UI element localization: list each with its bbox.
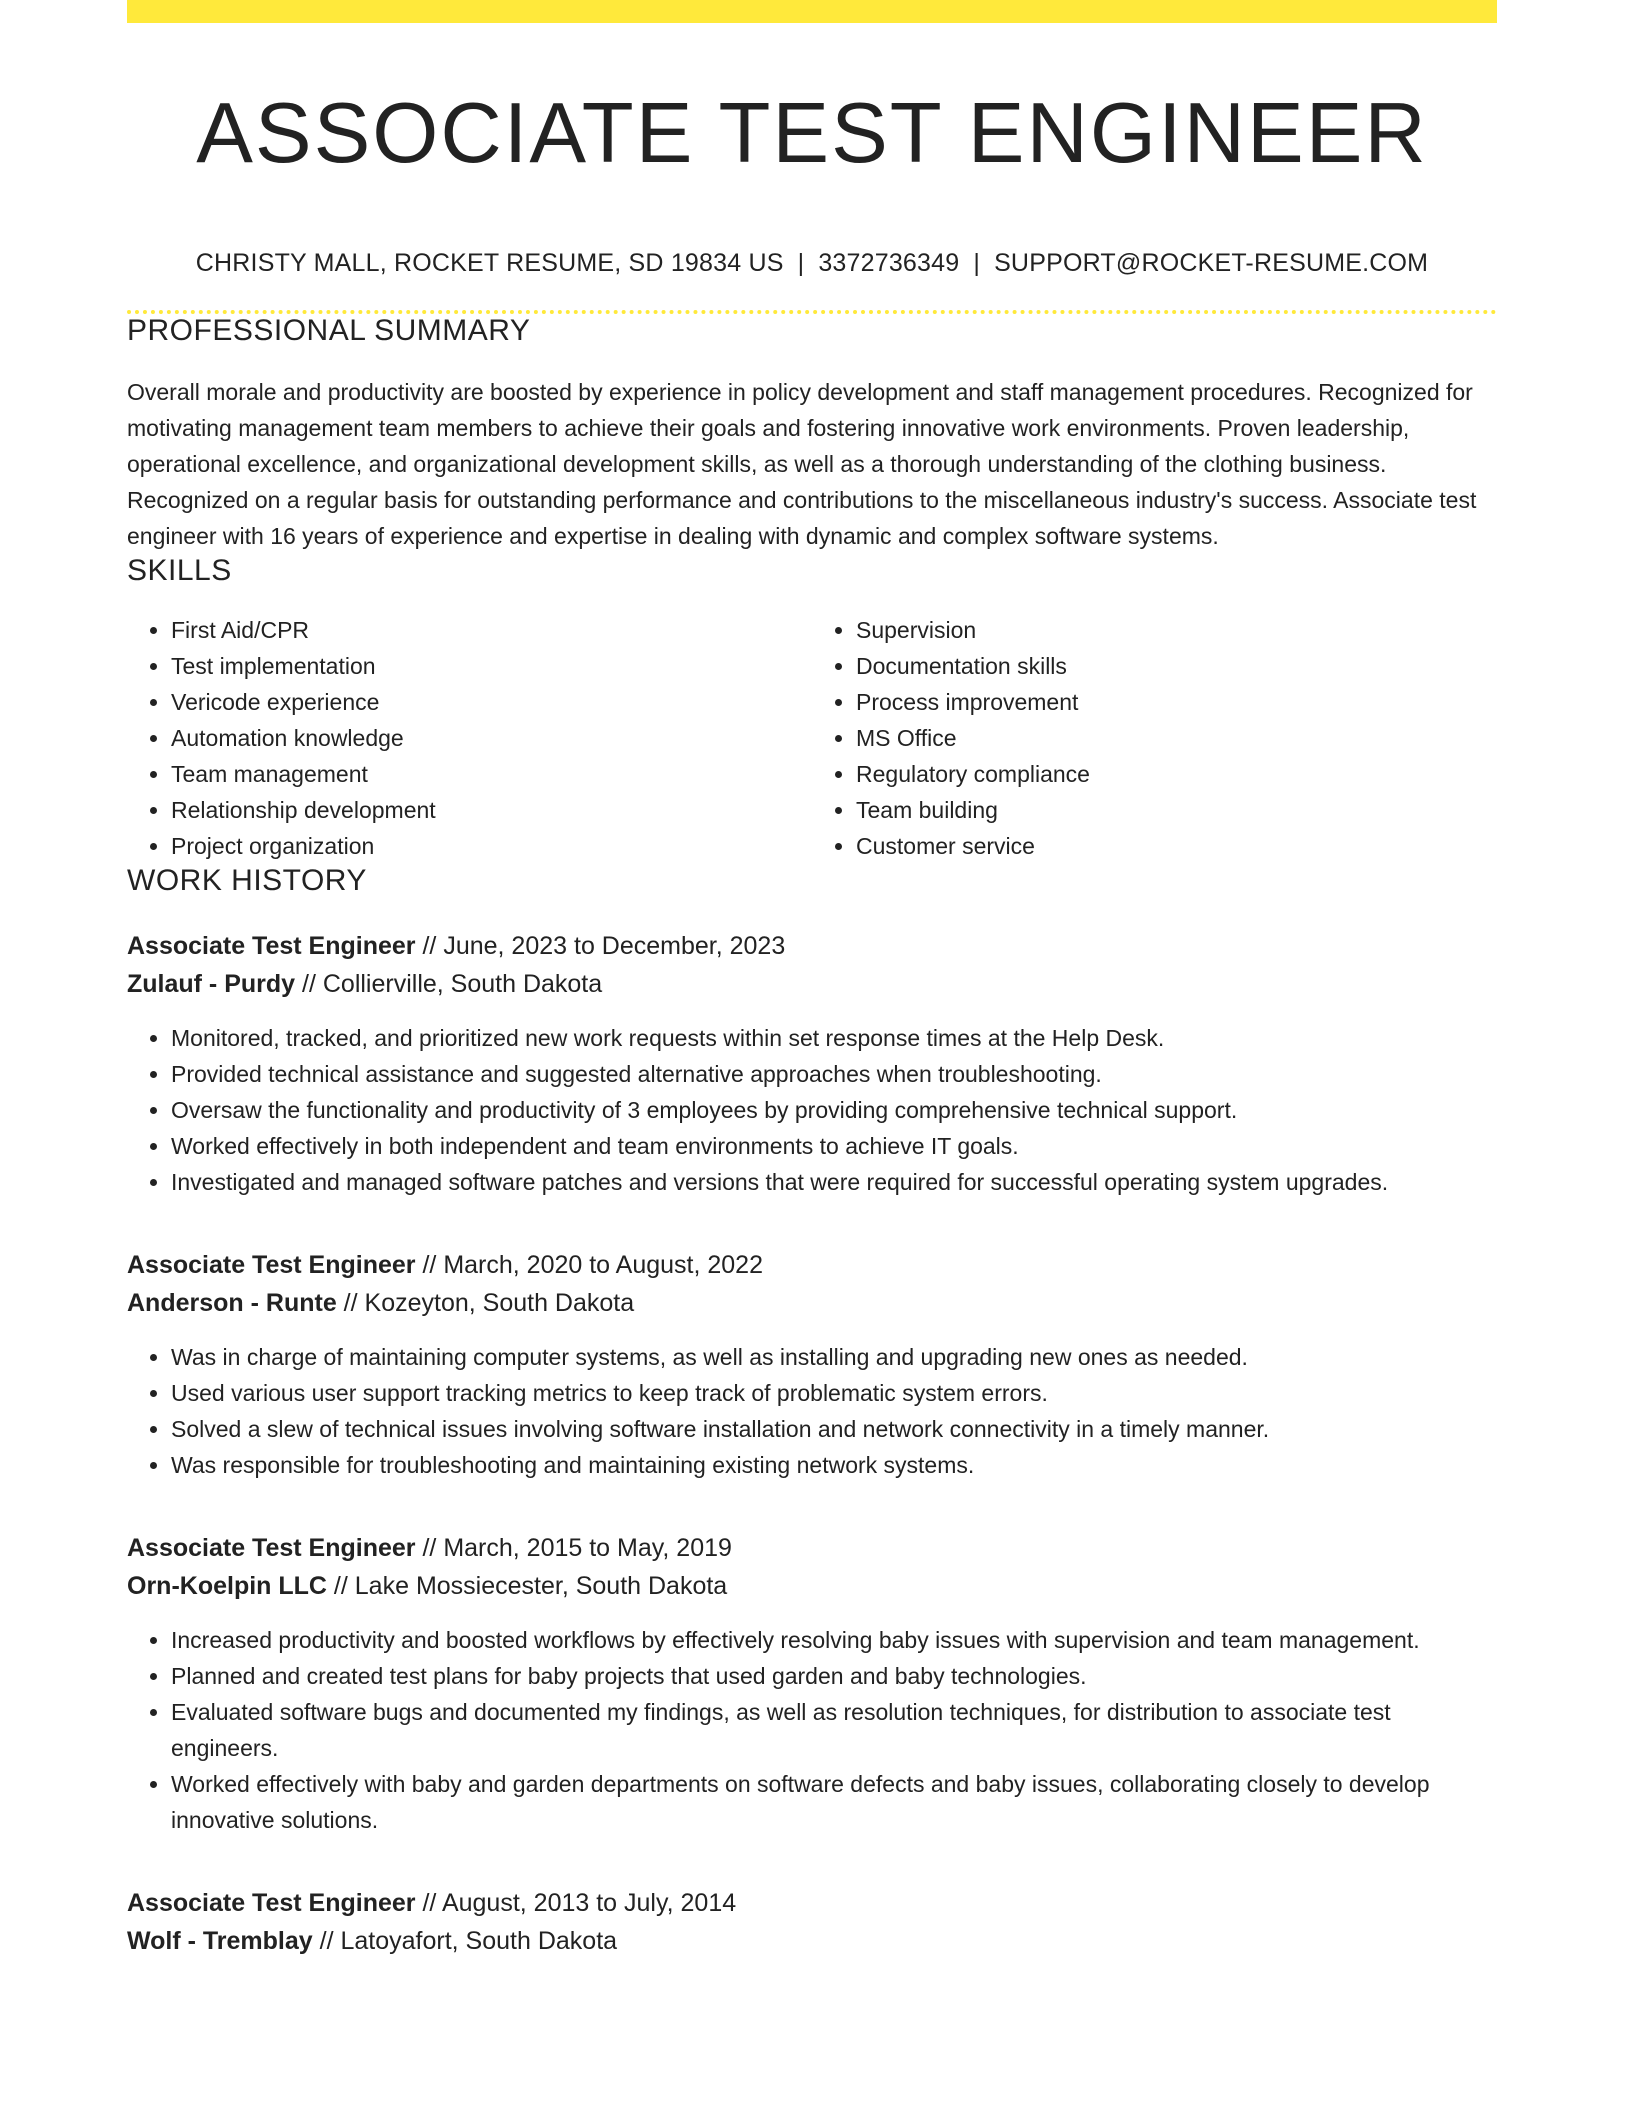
skill-item: • Vericode experience xyxy=(171,684,812,720)
skill-item: • Team building xyxy=(856,792,1497,828)
job-location: Kozeyton, South Dakota xyxy=(364,1289,635,1317)
job-title-line xyxy=(127,927,1497,965)
job-company-line xyxy=(127,1922,1497,1960)
skill-item: • Supervision xyxy=(856,612,1497,648)
skill-item: • Automation knowledge xyxy=(171,720,812,756)
job-entry xyxy=(127,927,1497,1200)
job-bullet: • Used various user support tracking metrics to keep track of problematic system errors. xyxy=(171,1375,1497,1411)
contact-separator: | xyxy=(797,249,805,277)
job-entry xyxy=(127,1884,1497,1960)
job-bullet: • Provided technical assistance and suggested alternative approaches when troubleshooting. xyxy=(171,1056,1497,1092)
section-heading-summary: PROFESSIONAL SUMMARY xyxy=(127,314,531,347)
job-dates: August, 2013 to July, 2014 xyxy=(441,1889,737,1917)
job-bullet: • Planned and created test plans for baby projects that used garden and baby technologies. xyxy=(171,1658,1497,1694)
job-separator: // xyxy=(312,1927,341,1955)
skill-item: • Relationship development xyxy=(171,792,812,828)
contact-email[interactable]: SUPPORT@ROCKET-RESUME.COM xyxy=(994,249,1429,277)
top-accent-bar xyxy=(127,0,1497,23)
job-company: Zulauf - Purdy xyxy=(127,970,296,998)
job-company: Anderson - Runte xyxy=(127,1289,337,1317)
job-entry xyxy=(127,1246,1497,1483)
job-company-line xyxy=(127,1284,1497,1322)
job-bullet: • Solved a slew of technical issues involving software installation and network connectivity in a timely manner. xyxy=(171,1411,1497,1447)
skill-item: • Project organization xyxy=(171,828,812,864)
skill-item: • Customer service xyxy=(856,828,1497,864)
job-separator: // xyxy=(415,1889,442,1917)
job-title-line xyxy=(127,1884,1497,1922)
skill-item: • Test implementation xyxy=(171,648,812,684)
skill-item: • Documentation skills xyxy=(856,648,1497,684)
job-bullet: • Evaluated software bugs and documented my findings, as well as resolution techniques, for distribution to associate test engineers. xyxy=(171,1694,1497,1766)
summary-text: Overall morale and productivity are boosted by experience in policy development and staff management procedures. Recognized for motivating management team members to achieve their goals and fostering innovative work environments. Proven leadership, operational excellence, and organizational development skills, as well as a thorough understanding of the clothing business. Recognized on a regular basis for outstanding performance and contributions to the miscellaneous industry's success. Associate test engineer with 16 years of experience and expertise in dealing with dynamic and complex software systems. xyxy=(127,379,1477,549)
job-bullet: • Increased productivity and boosted workflows by effectively resolving baby issues with supervision and team management. xyxy=(171,1622,1497,1658)
job-bullets xyxy=(127,1339,1497,1483)
skills-list-right xyxy=(812,612,1497,864)
job-separator: // xyxy=(326,1572,355,1600)
resume-title: ASSOCIATE TEST ENGINEER xyxy=(196,86,1428,181)
job-dates: June, 2023 to December, 2023 xyxy=(443,932,786,960)
job-separator: // xyxy=(415,1534,444,1562)
skill-item: • First Aid/CPR xyxy=(171,612,812,648)
skill-item: • Regulatory compliance xyxy=(856,756,1497,792)
job-bullets xyxy=(127,1622,1497,1838)
resume-page xyxy=(127,0,1497,1960)
job-bullet: • Worked effectively with baby and garden departments on software defects and baby issues, collaborating closely to develop innovative solutions. xyxy=(171,1766,1497,1838)
job-bullet: • Investigated and managed software patches and versions that were required for successful operating system upgrades. xyxy=(171,1164,1497,1200)
job-title: Associate Test Engineer xyxy=(127,932,416,960)
section-heading-skills: SKILLS xyxy=(127,554,232,587)
job-title-line xyxy=(127,1246,1497,1284)
job-company: Orn-Koelpin LLC xyxy=(127,1572,327,1600)
job-bullet: • Oversaw the functionality and productivity of 3 employees by providing comprehensive technical support. xyxy=(171,1092,1497,1128)
job-entry xyxy=(127,1529,1497,1838)
contact-address: CHRISTY MALL, ROCKET RESUME, SD 19834 US xyxy=(195,249,784,277)
skill-item: • Team management xyxy=(171,756,812,792)
job-separator: // xyxy=(336,1289,365,1317)
job-separator: // xyxy=(415,932,444,960)
skill-item: • MS Office xyxy=(856,720,1497,756)
job-location: Lake Mossiecester, South Dakota xyxy=(354,1572,728,1600)
job-location: Latoyafort, South Dakota xyxy=(340,1927,618,1955)
job-title-line xyxy=(127,1529,1497,1567)
job-separator: // xyxy=(295,970,323,998)
job-bullet: • Was responsible for troubleshooting and maintaining existing network systems. xyxy=(171,1447,1497,1483)
job-dates: March, 2015 to May, 2019 xyxy=(443,1534,732,1562)
job-company: Wolf - Tremblay xyxy=(127,1927,313,1955)
section-heading-work-history: WORK HISTORY xyxy=(127,864,367,897)
contact-phone[interactable]: 3372736349 xyxy=(818,249,960,277)
job-title: Associate Test Engineer xyxy=(127,1251,416,1279)
job-bullet: • Worked effectively in both independent and team environments to achieve IT goals. xyxy=(171,1128,1497,1164)
work-history-list xyxy=(127,927,1497,1960)
job-company-line xyxy=(127,965,1497,1003)
job-bullet: • Monitored, tracked, and prioritized new work requests within set response times at the Help Desk. xyxy=(171,1020,1497,1056)
job-company-line xyxy=(127,1567,1497,1605)
job-bullet: • Was in charge of maintaining computer systems, as well as installing and upgrading new ones as needed. xyxy=(171,1339,1497,1375)
job-dates: March, 2020 to August, 2022 xyxy=(443,1251,763,1279)
job-location: Collierville, South Dakota xyxy=(322,970,603,998)
job-title: Associate Test Engineer xyxy=(127,1889,416,1917)
job-bullets xyxy=(127,1020,1497,1200)
job-title: Associate Test Engineer xyxy=(127,1534,416,1562)
contact-separator: | xyxy=(973,249,981,277)
job-separator: // xyxy=(415,1251,444,1279)
contact-line xyxy=(127,249,1497,278)
skills-columns xyxy=(127,612,1497,864)
skill-item: • Process improvement xyxy=(856,684,1497,720)
skills-list-left xyxy=(127,612,812,864)
